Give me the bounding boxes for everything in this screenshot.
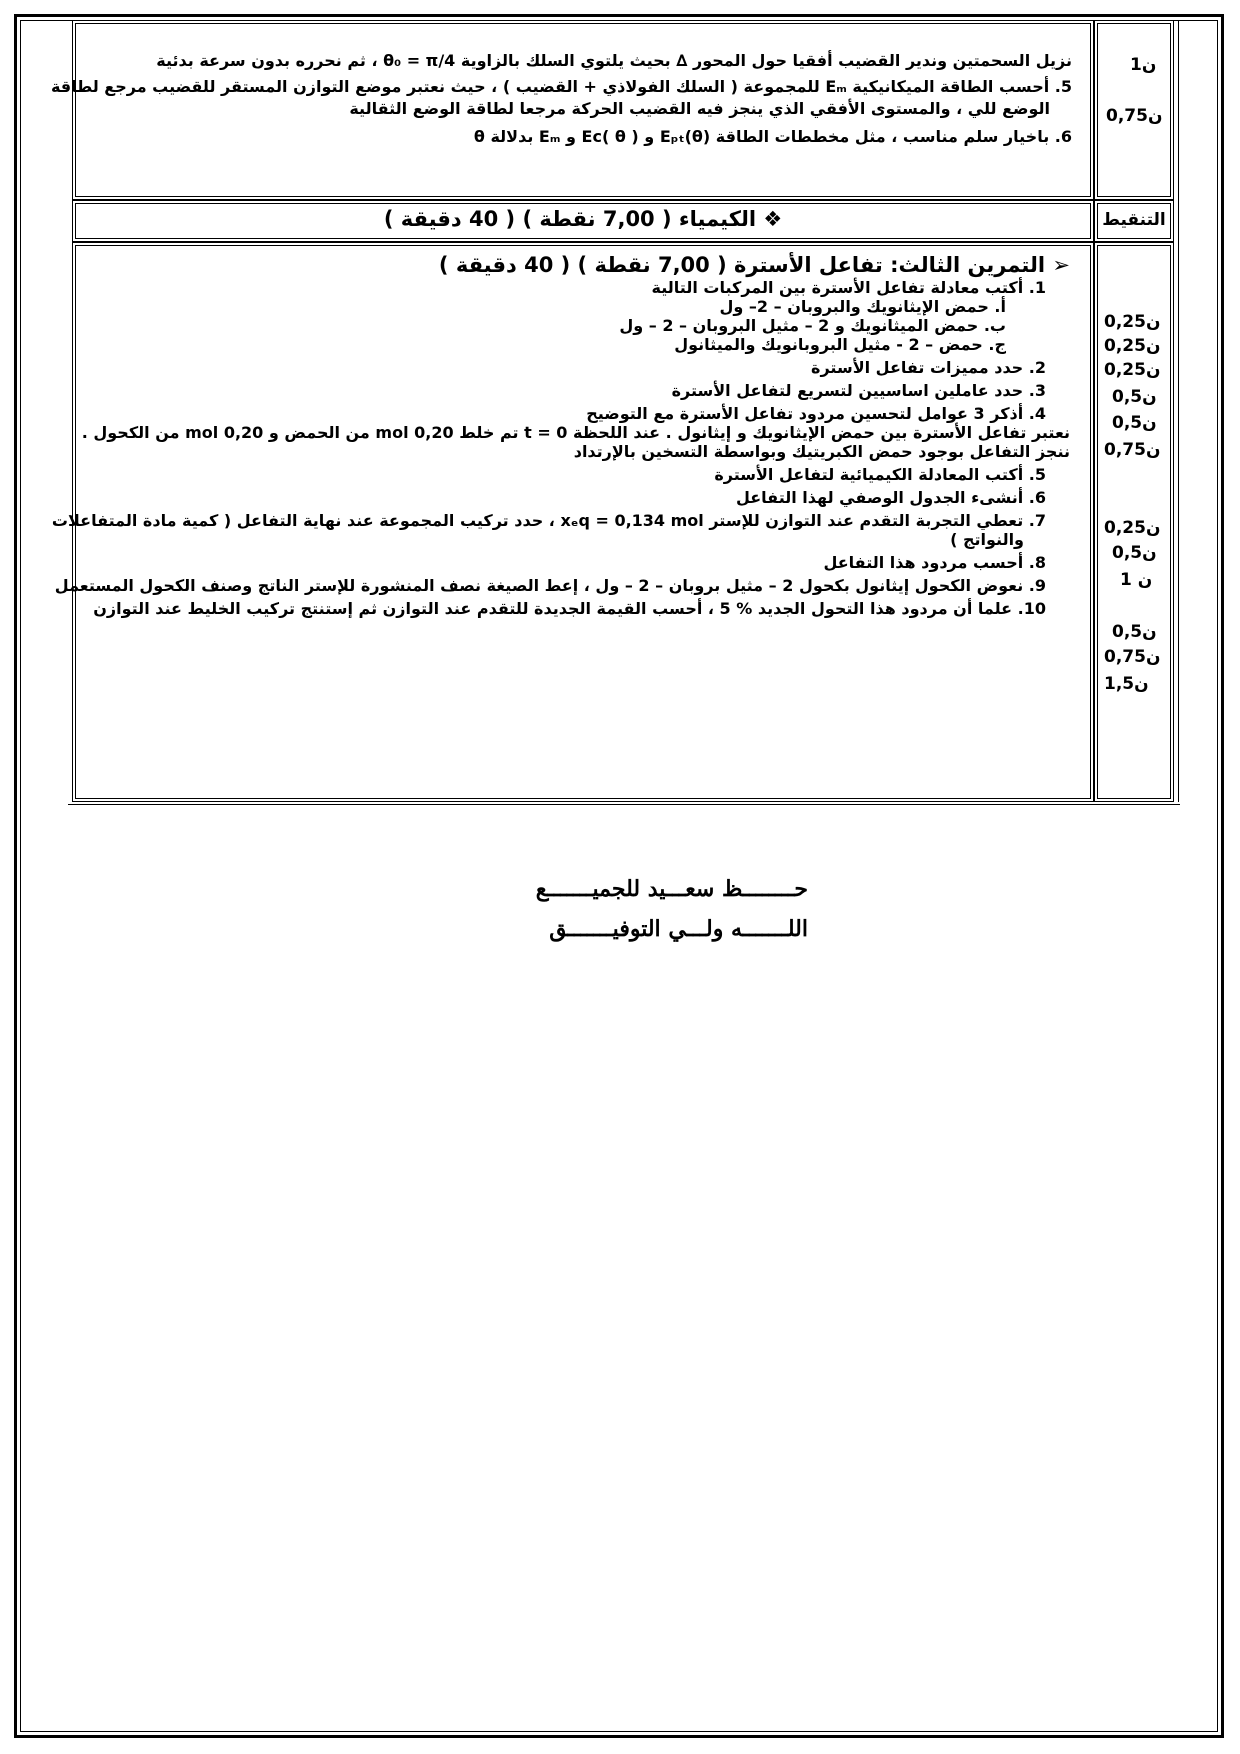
question: 7. تعطي التجربة التقدم عند التوازن للإستر xₑq = 0,134 mol ، حدد تركيب المجموعة عند نهاية التفاعل ( كمية مادة المتفاعلات bbox=[51, 511, 1046, 530]
closing-line-1: حــــــــظ سعـــيد للجميـــــــع bbox=[535, 876, 808, 902]
mark: 0,5ن bbox=[1112, 622, 1157, 642]
mark: 0,75ن bbox=[1104, 647, 1161, 667]
question-continuation: والنواتج ) bbox=[950, 530, 1024, 549]
mark: 0,25ن bbox=[1104, 518, 1161, 538]
question: 3. حدد عاملين اساسيين لتسريع لتفاعل الأسترة bbox=[671, 381, 1046, 400]
mark: 0,25ن bbox=[1104, 360, 1161, 380]
question: 8. أحسب مردود هذا التفاعل bbox=[823, 553, 1046, 572]
right-margin-line-1 bbox=[1178, 20, 1179, 200]
mark: 0,75ن bbox=[1106, 106, 1163, 126]
bottom-rule bbox=[68, 804, 1180, 805]
statement: ننجز التفاعل بوجود حمض الكبريتيك وبواسطة التسخين بالإرتداد bbox=[573, 442, 1070, 461]
right-margin-line-3 bbox=[1178, 242, 1179, 802]
physics-line: نزيل السحمتين وندير القضيب أفقيا حول المحور ∆ بحيث يلتوي السلك بالزاوية θ₀ = π/4 ، ثم نحرره بدون سرعة بدئية bbox=[156, 51, 1072, 70]
mark: 0,5ن bbox=[1112, 543, 1157, 563]
sub-question: ج. حمض – 2 - مثيل البروبانويك والميثانول bbox=[674, 335, 1006, 354]
physics-line: الوضع للي ، والمستوى الأفقي الذي ينجز فيه القضيب الحركة مرجعا لطاقة الوضع الثقالية bbox=[349, 99, 1050, 118]
exercise3-text bbox=[51, 252, 1070, 618]
closing-line-2: اللـــــــه ولـــي التوفيـــــــق bbox=[549, 916, 808, 942]
question: 9. نعوض الكحول إيثانول بكحول 2 – مثيل بروبان – 2 – ول ، إعط الصيغة نصف المنشورة للإستر الناتج وصنف الكحول المستعمل bbox=[54, 576, 1046, 595]
mark: 0,5ن bbox=[1112, 413, 1157, 433]
question: 5. أكتب المعادلة الكيميائية لتفاعل الأسترة bbox=[714, 465, 1046, 484]
physics-line: 6. باخيار سلم مناسب ، مثل مخططات الطاقة Eₚₜ(θ) و Eс( θ ) و Eₘ بدلالة θ bbox=[473, 127, 1072, 146]
question: 4. أذكر 3 عوامل لتحسين مردود تفاعل الأسترة مع التوضيح bbox=[586, 404, 1046, 423]
question: 6. أنشىء الجدول الوصفي لهذا التفاعل bbox=[735, 488, 1046, 507]
exercise3-title: ➢ التمرين الثالث: تفاعل الأسترة ( 7,00 نقطة ) ( 40 دقيقة ) bbox=[438, 253, 1070, 277]
mark: 1,5ن bbox=[1104, 674, 1149, 694]
sub-question: أ. حمض الإيثانويك والبروبان – 2– ول bbox=[719, 297, 1006, 316]
question: 10. علما أن مردود هذا التحول الجديد % 5 ، أحسب القيمة الجديدة للتقدم عند التوازن ثم إستنتج تركيب الخليط عند التوازن bbox=[93, 599, 1046, 618]
question: 2. حدد مميزات تفاعل الأسترة bbox=[811, 358, 1046, 377]
mark: 0,75ن bbox=[1104, 440, 1161, 460]
chemistry-title: ❖ الكيمياء ( 7,00 نقطة ) ( 40 دقيقة ) bbox=[383, 207, 783, 231]
physics-line: 5. أحسب الطاقة الميكانيكية Eₘ للمجموعة ( السلك الفولاذي + القضيب ) ، حيث نعتبر موضع التوازن المستقر للقضيب مرجع لطاقة bbox=[50, 77, 1072, 96]
scoring-label: التنقيط bbox=[1102, 210, 1166, 230]
mark: 0,5ن bbox=[1112, 387, 1157, 407]
mark: 1ن bbox=[1130, 55, 1157, 75]
right-margin-line-2 bbox=[1178, 200, 1179, 242]
question: 1. أكتب معادلة تفاعل الأسترة بين المركبات التالية bbox=[651, 278, 1046, 297]
statement: نعتبر تفاعل الأسترة بين حمض الإيثانويك و إيثانول . عند اللحظة t = 0 تم خلط 0,20 mol من الحمض و 0,20 mol من الكحول . bbox=[81, 423, 1070, 442]
physics-text bbox=[50, 50, 1072, 148]
mark: 0,25ن bbox=[1104, 312, 1161, 332]
mark: 1 ن bbox=[1120, 570, 1153, 590]
mark: 0,25ن bbox=[1104, 336, 1161, 356]
sub-question: ب. حمض الميثانويك و 2 – مثيل البروبان – 2 – ول bbox=[619, 316, 1006, 335]
